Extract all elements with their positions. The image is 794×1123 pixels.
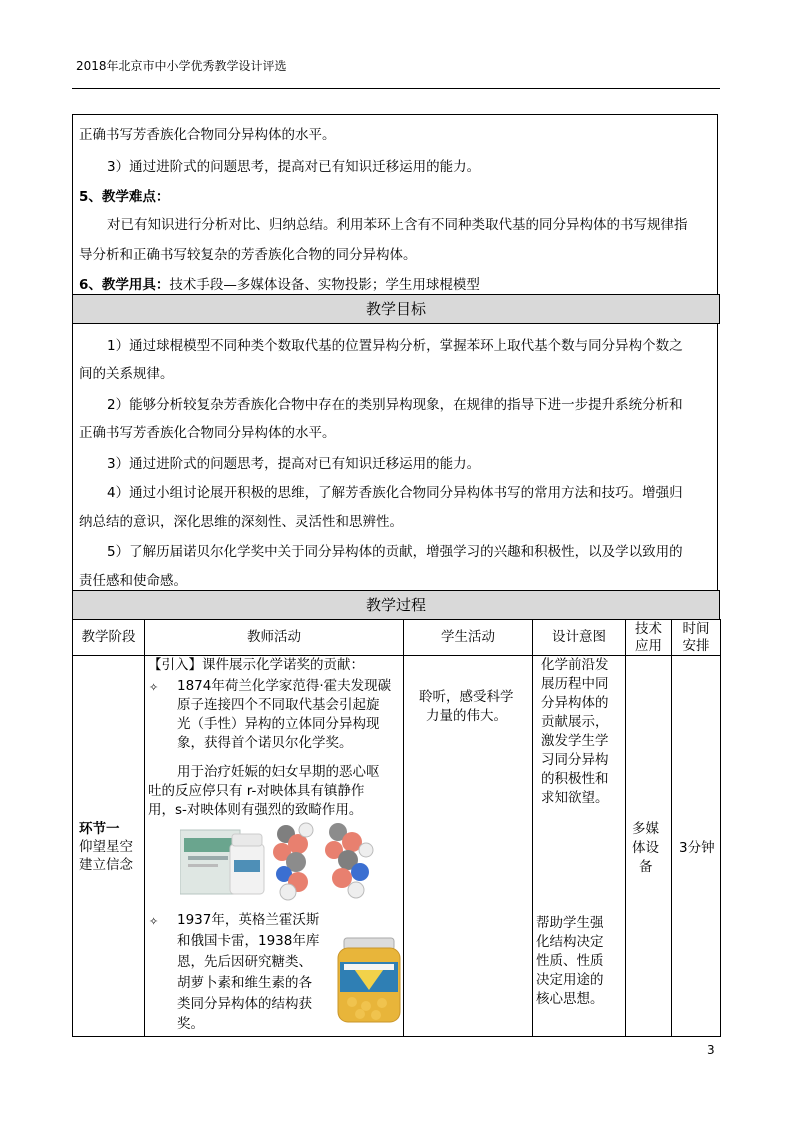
bullet-icon: ✧: [149, 681, 159, 694]
objective-line: 间的关系规律。: [79, 366, 174, 382]
time-text: 3分钟: [679, 840, 715, 856]
objective-line: 4）通过小组讨论展开积极的思维，了解芳香族化合物同分异构体书写的常用方法和技巧。增强归: [107, 485, 683, 501]
thalidomide-line: 吐的反应停只有 r-对映体具有镇静作: [148, 783, 365, 799]
col-time-line: 时间: [682, 620, 710, 637]
stage-text: 建立信念: [79, 857, 133, 873]
stage-text: 仰望星空: [79, 839, 133, 855]
tech-text: 备: [639, 859, 653, 875]
page-number: 3: [707, 1043, 715, 1057]
design-text: 化学前沿发: [541, 657, 609, 673]
molecule-model-photo: [268, 820, 378, 902]
objective-line: 纳总结的意识，深化思维的深刻性、灵活性和思辨性。: [79, 514, 403, 530]
vitamin-bottle-photo: [332, 936, 406, 1026]
text-line: 导分析和正确书写较复杂的芳香族化合物的同分异构体。: [79, 247, 417, 263]
col-tech: [626, 620, 672, 656]
process-header: 教学过程: [72, 590, 720, 620]
col-teacher: 教师活动: [145, 620, 404, 656]
col-tech-line: 应用: [635, 637, 662, 654]
col-design: 设计意图: [533, 620, 626, 656]
design-text: 性质、性质: [536, 953, 604, 969]
tools-line: [79, 273, 480, 293]
design-text: 分异构体的: [541, 695, 609, 711]
col-tech-line: 技术: [635, 620, 662, 637]
design-text: 化结构决定: [536, 934, 604, 950]
item2-line: 奖。: [177, 1016, 204, 1032]
medicine-box-photo: [180, 822, 270, 900]
design-text: 决定用途的: [536, 972, 604, 988]
top-content-box: [72, 114, 718, 294]
item1-line: 光（手性）异构的立体同分异构现: [177, 716, 380, 732]
item1-line: 原子连接四个不同取代基会引起旋: [177, 697, 380, 713]
text-line: 3）通过进阶式的问题思考，提高对已有知识迁移运用的能力。: [107, 159, 481, 175]
design-text: 习同分异构: [541, 752, 609, 768]
objective-line: 5）了解历届诺贝尔化学奖中关于同分异构体的贡献，增强学习的兴趣和积极性，以及学以致用的: [107, 544, 683, 560]
objective-line: 2）能够分析较复杂芳香族化合物中存在的类别异构现象，在规律的指导下进一步提升系统分析和: [107, 397, 683, 413]
student-text: 力量的伟大。: [426, 708, 507, 724]
item2-line: 胡萝卜素和维生素的各: [177, 975, 312, 991]
objectives-header: 教学目标: [72, 294, 720, 324]
tools-label: 6、教学用具：: [79, 277, 170, 293]
objective-line: 正确书写芳香族化合物同分异构体的水平。: [79, 425, 336, 441]
design-text: 求知欲望。: [541, 790, 609, 806]
document-header: 2018年北京市中小学优秀教学设计评选: [76, 59, 287, 73]
header-rule: [72, 88, 720, 89]
item2-line: 和俄国卡雷，1938年库: [177, 933, 320, 949]
item2-line: 1937年，英格兰霍沃斯: [177, 912, 320, 928]
objective-line: 3）通过进阶式的问题思考，提高对已有知识迁移运用的能力。: [107, 456, 481, 472]
objective-line: 责任感和使命感。: [79, 573, 187, 589]
item1-line: 1874年荷兰化学家范得·霍夫发现碳: [177, 678, 392, 694]
tools-text: 技术手段—多媒体设备、实物投影；学生用球棍模型: [169, 277, 480, 293]
bullet-icon: ✧: [149, 915, 159, 928]
design-text: 核心思想。: [536, 991, 604, 1007]
objective-line: 1）通过球棍模型不同种类个数取代基的位置异构分析，掌握苯环上取代基个数与同分异构个数之: [107, 338, 683, 354]
item1-line: 象，获得首个诺贝尔化学奖。: [177, 735, 353, 751]
student-text: 聆听，感受科学: [419, 689, 514, 705]
tech-text: 多媒: [632, 821, 659, 837]
thalidomide-line: 用于治疗妊娠的妇女早期的恶心呕: [177, 764, 380, 780]
thalidomide-line: 用，s-对映体则有强烈的致畸作用。: [148, 802, 363, 818]
difficulty-heading: 5、教学难点：: [79, 189, 170, 205]
design-text: 展历程中同: [541, 676, 609, 692]
item2-line: 恩，先后因研究糖类、: [177, 954, 312, 970]
col-time-line: 安排: [682, 637, 710, 654]
col-time: [672, 620, 721, 656]
objectives-box: [72, 324, 718, 590]
text-line: 对已有知识进行分析对比、归纳总结。利用苯环上含有不同种类取代基的同分异构体的书写规律指: [107, 217, 688, 233]
intro-text: 【引入】课件展示化学诺奖的贡献：: [148, 657, 364, 673]
text-line: 正确书写芳香族化合物同分异构体的水平。: [79, 127, 336, 143]
table-header-row: [73, 620, 721, 656]
item2-line: 类同分异构体的结构获: [177, 996, 312, 1012]
design-text: 的积极性和: [541, 771, 609, 787]
design-text: 贡献展示，: [541, 714, 609, 730]
col-student: 学生活动: [404, 620, 533, 656]
design-text: 帮助学生强: [536, 915, 604, 931]
col-stage: 教学阶段: [73, 620, 145, 656]
design-text: 激发学生学: [541, 733, 609, 749]
stage-label: 环节一: [79, 821, 120, 837]
tech-text: 体设: [632, 840, 659, 856]
